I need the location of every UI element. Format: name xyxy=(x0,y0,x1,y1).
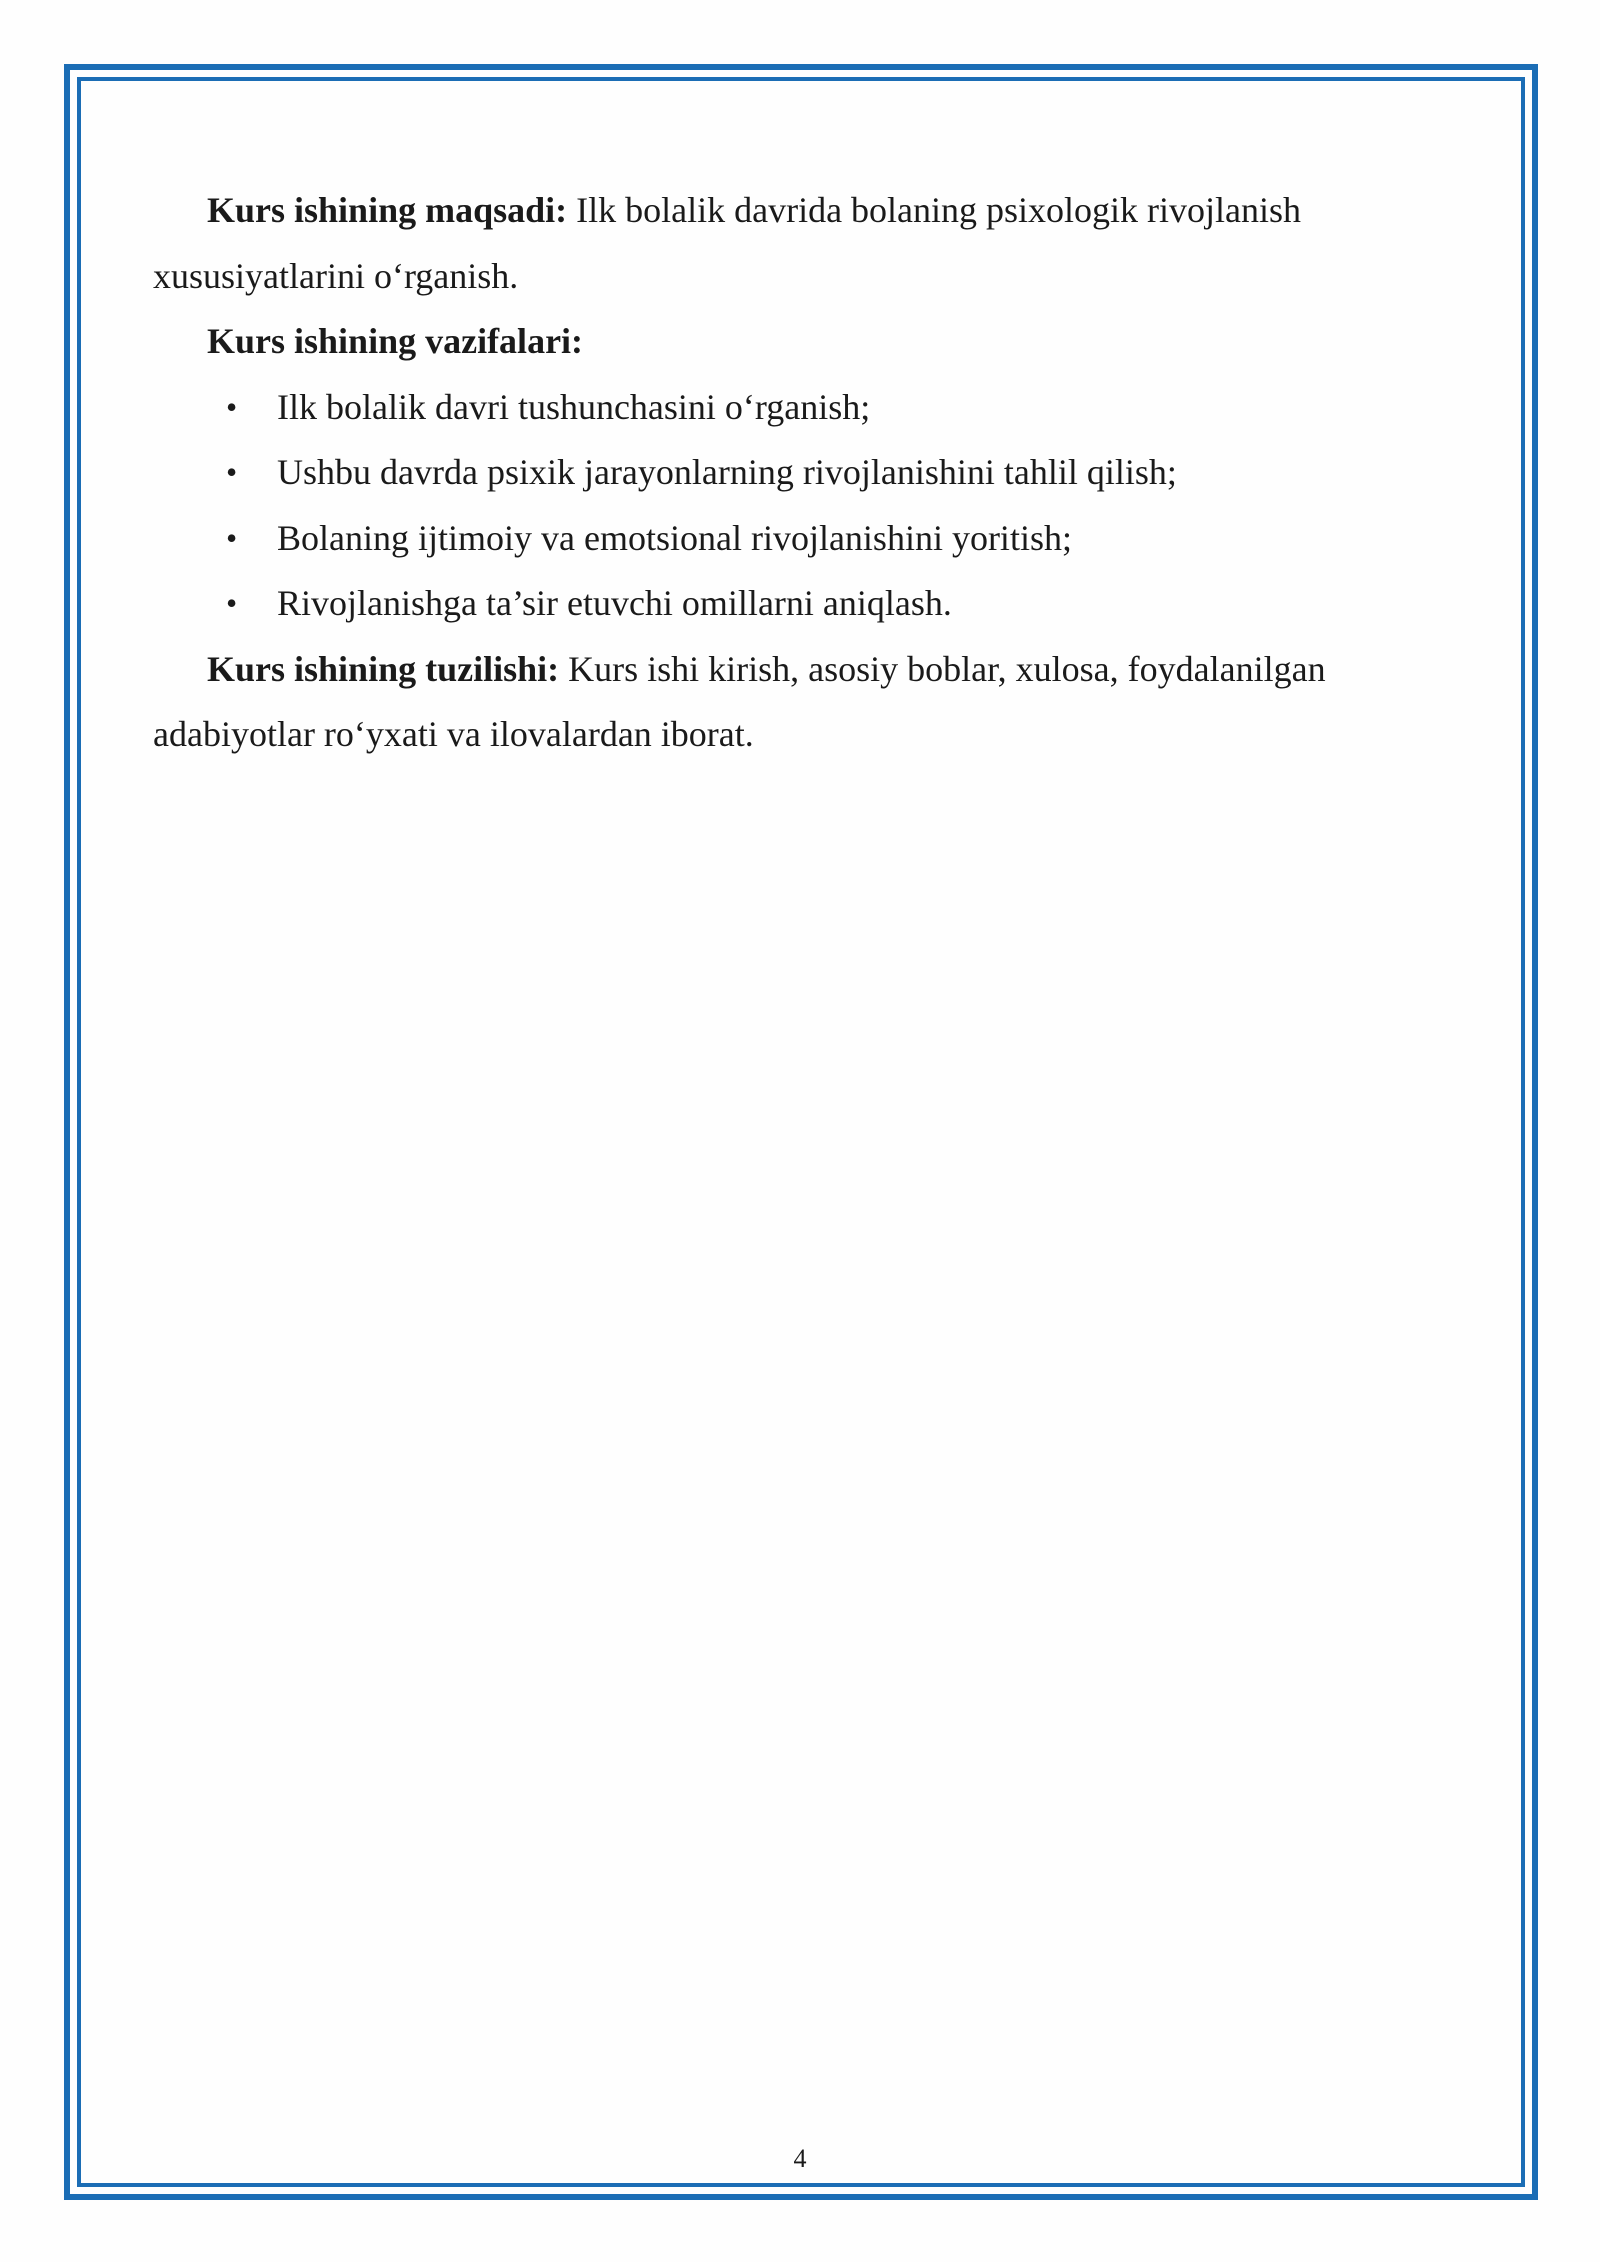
list-item xyxy=(153,506,1403,572)
structure-label: Kurs ishining tuzilishi: xyxy=(207,648,560,689)
structure-text: Kurs ishi kirish, asosiy boblar, xulosa, foydalanilgan adabiyotlar ro‘yxati va ilovalardan iborat. xyxy=(153,648,1326,754)
tasks-heading xyxy=(153,309,1403,375)
bullet-icon: • xyxy=(226,585,238,621)
list-item-text: Ushbu davrda psixik jarayonlarning rivojlanishini tahlil qilish; xyxy=(277,452,1177,492)
list-item-text: Bolaning ijtimoiy va emotsional rivojlanishini yoritish; xyxy=(277,517,1072,558)
page-content xyxy=(153,178,1403,768)
goal-label: Kurs ishining maqsadi: xyxy=(207,190,568,230)
goal-paragraph xyxy=(153,178,1403,309)
goal-text: Ilk bolalik davrida bolaning psixologik rivojlanish xususiyatlarini o‘rganish. xyxy=(153,190,1302,296)
list-item-text: Rivojlanishga ta’sir etuvchi omillarni aniqlash. xyxy=(277,583,952,623)
list-item xyxy=(153,440,1403,506)
list-item xyxy=(153,375,1403,441)
bullet-icon: • xyxy=(226,454,238,490)
page-number: 4 xyxy=(793,2144,807,2173)
structure-paragraph xyxy=(153,637,1403,768)
tasks-list xyxy=(153,375,1403,637)
tasks-label: Kurs ishining vazifalari: xyxy=(207,321,584,361)
list-item xyxy=(153,571,1403,637)
bullet-icon: • xyxy=(226,388,238,425)
list-item-text: Ilk bolalik davri tushunchasini o‘rganish; xyxy=(277,386,871,427)
bullet-icon: • xyxy=(226,519,238,556)
